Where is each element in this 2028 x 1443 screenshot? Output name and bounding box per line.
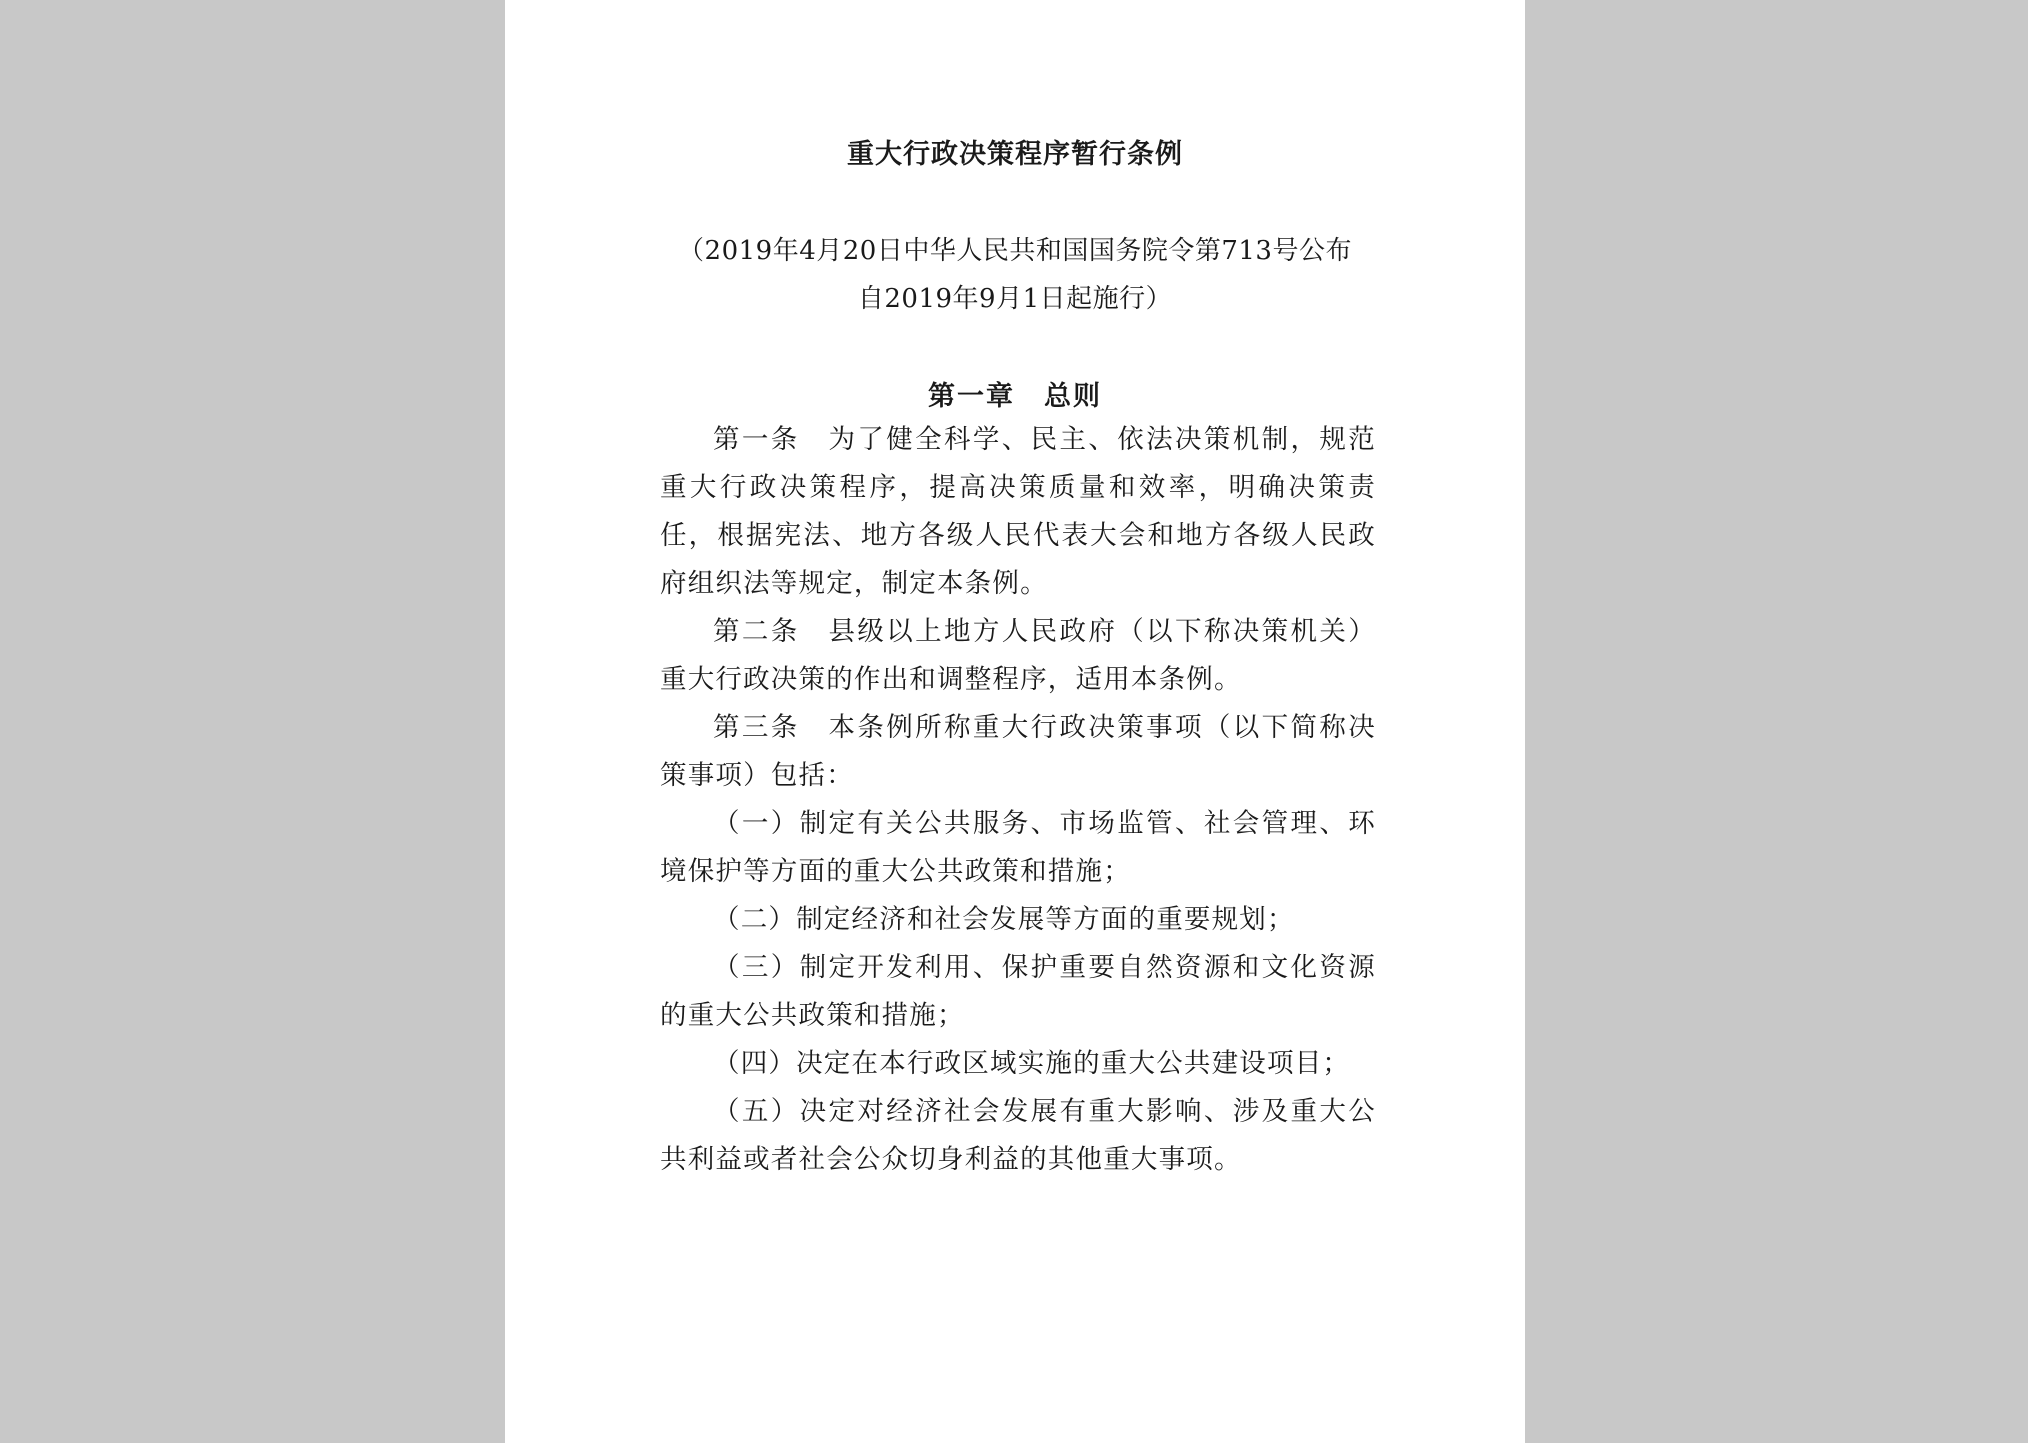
document-title: 重大行政决策程序暂行条例 [847,139,1183,170]
promulgation-note-line1: （2019年4月20日中华人民共和国国务院令第713号公布 [678,236,1352,266]
article-3-item-5: （五）决定对经济社会发展有重大影响、涉及重大公共利益或者社会公众切身利益的其他重大事项。 [660,1096,1376,1175]
article-3-item-2: （二）制定经济和社会发展等方面的重要规划； [713,904,1295,935]
article-3-item-1: （一）制定有关公共服务、市场监管、社会管理、环境保护等方面的重大公共政策和措施； [660,808,1376,887]
document-page [505,0,1525,1443]
article-3-item-3: （三）制定开发利用、保护重要自然资源和文化资源的重大公共政策和措施； [660,952,1376,1031]
article-1: 第一条 为了健全科学、民主、依法决策机制，规范重大行政决策程序，提高决策质量和效率，明确决策责任，根据宪法、地方各级人民代表大会和地方各级人民政府组织法等规定，制定本条例。 [660,424,1376,599]
document-body [660,416,1376,1184]
article-2: 第二条 县级以上地方人民政府（以下称决策机关）重大行政决策的作出和调整程序，适用本条例。 [660,616,1376,695]
article-3: 第三条 本条例所称重大行政决策事项（以下简称决策事项）包括： [660,712,1376,791]
promulgation-note-line2: 自2019年9月1日起施行） [857,284,1173,314]
chapter-heading: 第一章 总则 [928,381,1102,412]
article-3-item-4: （四）决定在本行政区域实施的重大公共建设项目； [713,1048,1351,1079]
